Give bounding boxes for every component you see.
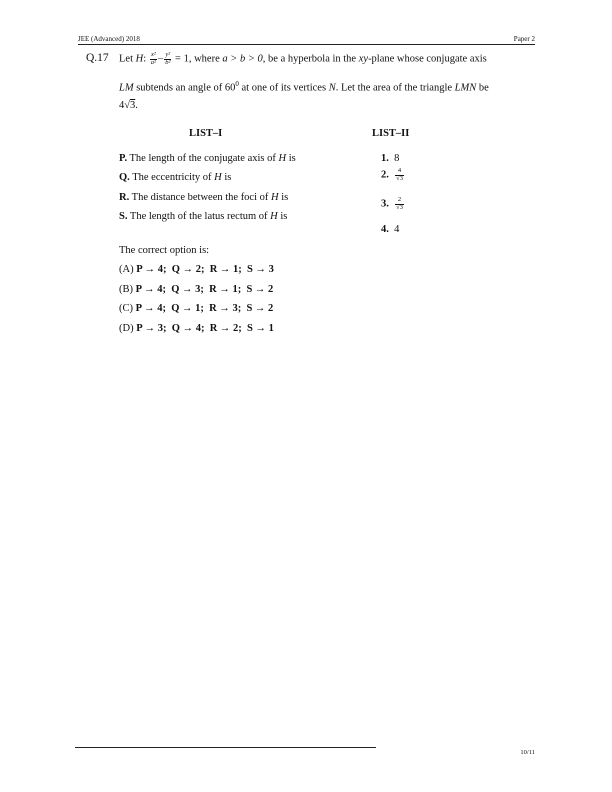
item-label: S.: [119, 211, 128, 222]
list-1-heading: LIST–I: [189, 128, 223, 139]
question-number: Q.17: [86, 52, 109, 64]
item-text: is: [277, 211, 288, 222]
fraction-y2-b2: [164, 52, 171, 66]
var-H: H: [278, 153, 287, 164]
var-xy: xy: [358, 53, 369, 65]
text-fragment: -plane whose conjugate axis: [368, 53, 487, 65]
item-text: The distance between the foci of: [129, 192, 272, 203]
fraction-x2-a2: [150, 52, 157, 66]
header-exam-title: JEE (Advanced) 2018: [78, 35, 140, 43]
item-value: 4: [394, 224, 400, 235]
item-label: P.: [119, 153, 128, 164]
option-c[interactable]: [119, 303, 273, 314]
item-label: 3.: [381, 198, 389, 210]
question-line-3: [119, 100, 138, 111]
option-text: P → 4; Q → 2; R → 1; S → 3: [136, 264, 274, 275]
fraction-denominator: a²: [150, 58, 156, 66]
var-H: H: [214, 172, 222, 183]
option-label: (D): [119, 323, 134, 334]
var-H: H: [135, 53, 144, 65]
text-fragment: subtends an angle of 60: [133, 82, 236, 94]
fraction-numerator: y²: [165, 51, 171, 58]
header-divider: [78, 44, 535, 45]
item-text: is: [278, 192, 289, 203]
option-d[interactable]: [119, 323, 274, 334]
fraction-2-sqrt3: [395, 197, 404, 211]
fraction-denominator: √3: [396, 174, 403, 182]
list-2-heading: LIST–II: [372, 128, 410, 139]
text-fragment: , be a hyperbola in the: [262, 53, 359, 65]
fraction-numerator: x²: [150, 51, 156, 58]
text-fragment: be: [476, 82, 489, 94]
fraction-4-sqrt3: [395, 168, 404, 182]
option-text: P → 4; Q → 3; R → 1; S → 2: [135, 284, 274, 295]
var-H: H: [270, 211, 278, 222]
option-label: (B): [119, 284, 133, 295]
item-value: 8: [394, 153, 400, 164]
fraction-numerator: 2: [395, 197, 404, 205]
fraction-numerator: 4: [395, 168, 404, 176]
item-label: 1.: [381, 153, 389, 164]
option-b[interactable]: [119, 284, 273, 295]
item-label: Q.: [119, 172, 130, 183]
list-1-item-r: [119, 192, 288, 203]
list-2-item-4: [381, 224, 399, 235]
item-label: R.: [119, 192, 130, 203]
var-LMN: LMN: [454, 82, 477, 94]
list-1-item-p: [119, 153, 296, 164]
list-2-item-2: [381, 168, 405, 182]
option-a[interactable]: [119, 264, 274, 275]
page-number: 10/11: [520, 749, 535, 756]
item-label: 2.: [381, 169, 389, 181]
sqrt-icon: √: [124, 100, 131, 111]
correct-option-prompt: The correct option is:: [119, 245, 210, 256]
text-fragment: .: [135, 100, 138, 111]
header-paper-label: Paper 2: [513, 35, 535, 43]
list-1-item-s: [119, 211, 287, 222]
item-text: The length of the latus rectum of: [127, 211, 271, 222]
list-2-item-3: [381, 197, 405, 211]
question-line-1: [119, 52, 487, 66]
option-label: (C): [119, 303, 133, 314]
var-LM: LM: [119, 82, 134, 94]
item-label: 4.: [381, 224, 389, 235]
text-fragment: at one of its vertices: [238, 82, 329, 94]
fraction-denominator: b²: [165, 58, 171, 66]
var-N: N: [328, 82, 336, 94]
condition: a > b > 0: [222, 53, 263, 65]
footer-divider: [75, 747, 376, 748]
list-1-item-q: [119, 172, 231, 183]
question-line-2: [119, 80, 489, 94]
radicand: 3: [130, 100, 136, 111]
text-fragment: :: [143, 53, 147, 65]
item-text: The eccentricity of: [129, 172, 215, 183]
text-fragment: . Let the area of the triangle: [335, 82, 455, 94]
option-text: P → 3; Q → 4; R → 2; S → 1: [136, 323, 274, 334]
list-2-item-1: [381, 153, 399, 164]
minus-sign: –: [157, 53, 164, 65]
option-label: (A): [119, 264, 134, 275]
item-text: The length of the conjugate axis of: [127, 153, 279, 164]
item-text: is: [286, 153, 296, 164]
var-H: H: [271, 192, 279, 203]
option-text: P → 4; Q → 1; R → 3; S → 2: [135, 303, 274, 314]
degree-symbol: 0: [235, 80, 239, 88]
item-text: is: [221, 172, 232, 183]
area-coefficient: 4: [119, 100, 125, 111]
text-fragment: = 1, where: [172, 53, 223, 65]
fraction-denominator: √3: [396, 203, 403, 211]
text-fragment: Let: [119, 53, 136, 65]
